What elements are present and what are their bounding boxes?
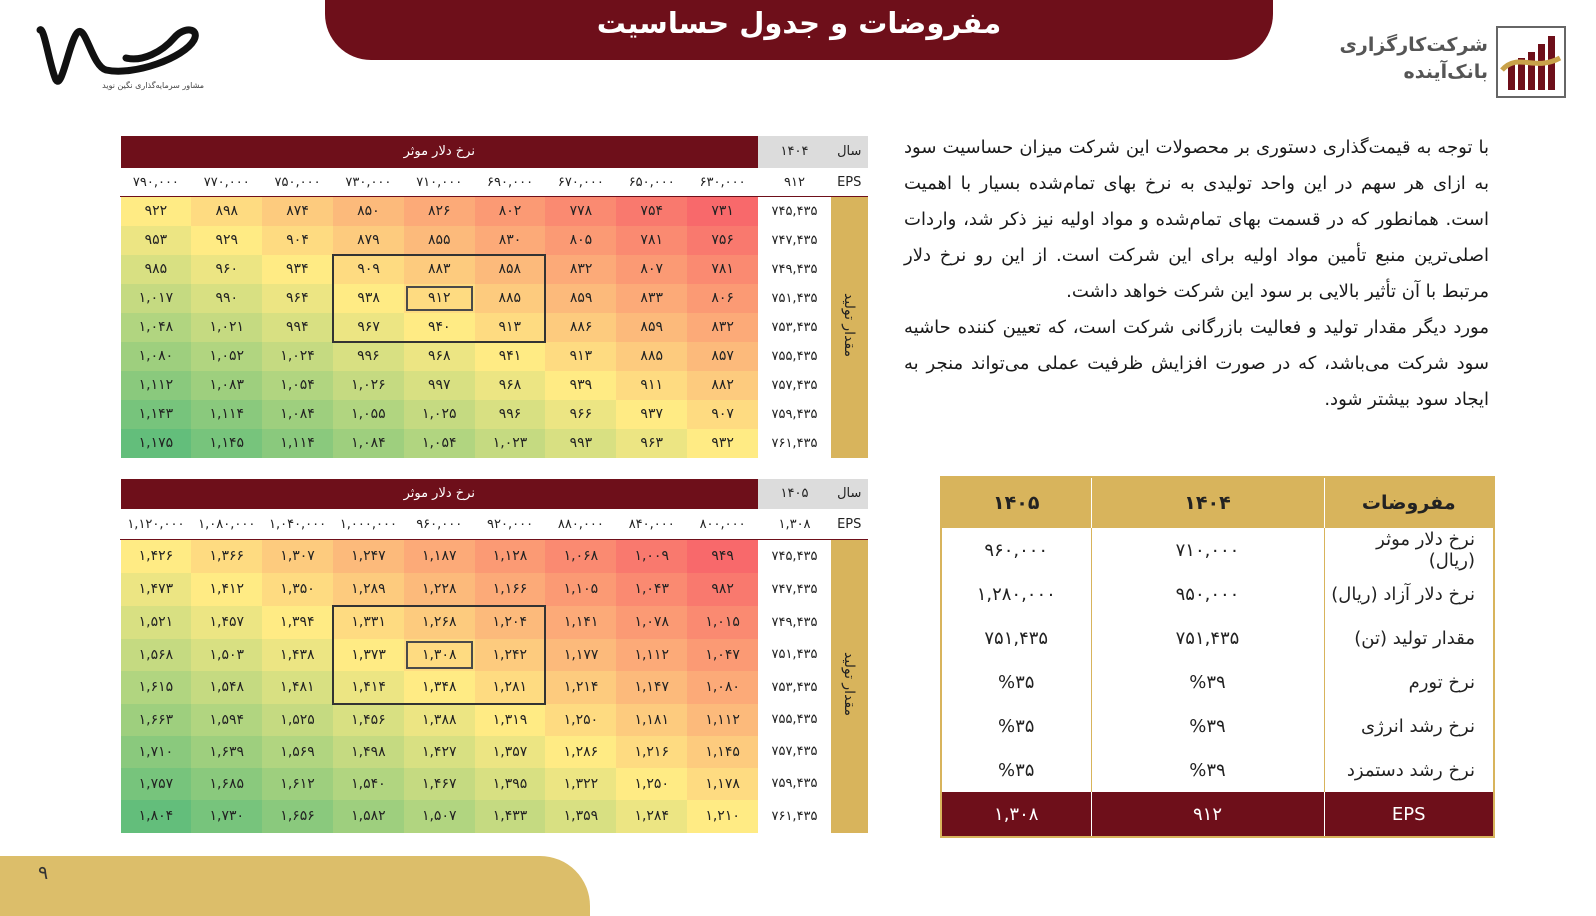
table-row: [121, 342, 868, 371]
sensitivity-cell: ۱,۴۷۳: [121, 573, 192, 606]
sensitivity-cell: ۱,۲۸۴: [616, 800, 687, 833]
rate-header: ۷۹۰,۰۰۰: [121, 168, 192, 197]
sensitivity-cell: ۹۹۴: [262, 313, 333, 342]
sensitivity-cell: ۹۶۰: [191, 255, 262, 284]
sensitivity-cell: ۱,۳۰۸: [404, 639, 475, 671]
sensitivity-cell: ۸۳۳: [616, 284, 687, 313]
table-row: [121, 606, 868, 639]
assumptions-header-y2: ۱۴۰۵: [941, 477, 1091, 528]
broker-logo-box: [1496, 26, 1566, 98]
sensitivity-cell: ۱,۷۵۷: [121, 768, 192, 800]
sensitivity-cell: ۸۸۲: [687, 371, 758, 400]
sensitivity-cell: ۹۵۳: [121, 226, 192, 255]
year-label: سال: [831, 136, 868, 168]
rate-axis-label: نرخ دلار موثر: [121, 136, 759, 168]
sensitivity-cell: ۷۷۸: [545, 197, 616, 226]
sensitivity-cell: ۱,۲۸۹: [333, 573, 404, 606]
sensitivity-cell: ۱,۱۸۱: [616, 704, 687, 736]
description-text: [904, 130, 1489, 418]
sensitivity-cell: ۱,۲۸۶: [545, 736, 616, 768]
header-row-rate-label: [121, 479, 868, 509]
table-row: [121, 371, 868, 400]
table-row: [121, 197, 868, 226]
page-title: مفروضات و جدول حساسیت: [596, 6, 1002, 40]
quantity-value: ۷۵۷,۴۳۵: [758, 371, 831, 400]
sensitivity-cell: ۱,۴۵۶: [333, 704, 404, 736]
sensitivity-cell: ۹۳۹: [545, 371, 616, 400]
sensitivity-cell: ۹۳۴: [262, 255, 333, 284]
sensitivity-cell: ۱,۲۴۷: [333, 540, 404, 573]
sensitivity-cell: ۱,۰۵۴: [404, 429, 475, 458]
quantity-value: ۷۶۱,۴۳۵: [758, 429, 831, 458]
sensitivity-cell: ۱,۱۷۸: [687, 768, 758, 800]
assumption-y1: ۷۵۱,۴۳۵: [1091, 616, 1324, 660]
quantity-value: ۷۵۱,۴۳۵: [758, 284, 831, 313]
assumptions-header-label: مفروضات: [1324, 477, 1494, 528]
sensitivity-cell: ۹۶۶: [545, 400, 616, 429]
sensitivity-cell: ۸۰۷: [616, 255, 687, 284]
sensitivity-cell: ۸۷۹: [333, 226, 404, 255]
assumption-y2: %۳۵: [941, 704, 1091, 748]
assumption-label: نرخ دلار آزاد (ریال): [1324, 572, 1494, 616]
sensitivity-cell: ۹۹۰: [191, 284, 262, 313]
sensitivity-cell: ۹۶۳: [616, 429, 687, 458]
assumption-y2: ۹۶۰,۰۰۰: [941, 528, 1091, 572]
sensitivity-cell: ۱,۱۰۵: [545, 573, 616, 606]
quantity-value: ۷۵۷,۴۳۵: [758, 736, 831, 768]
sensitivity-cell: ۱,۰۸۴: [333, 429, 404, 458]
sensitivity-cell: ۱,۸۰۴: [121, 800, 192, 833]
paragraph-2: مورد دیگر مقدار تولید و فعالیت بازرگانی شرکت است، که تعیین کننده حاشیه سود شرکت می‌باشد، که در صورت افزایش ظرفیت عملی می‌تواند منجر به ایجاد سود بیشتر شود.: [904, 317, 1489, 410]
sensitivity-cell: ۱,۱۴۷: [616, 671, 687, 704]
assumption-y1: %۳۹: [1091, 748, 1324, 792]
table-row: [121, 540, 868, 573]
sensitivity-cell: ۱,۰۸۰: [687, 671, 758, 704]
sensitivity-cell: ۸۵۹: [616, 313, 687, 342]
table-row: [121, 400, 868, 429]
assumption-y2: ۷۵۱,۴۳۵: [941, 616, 1091, 660]
sensitivity-cell: ۱,۱۸۷: [404, 540, 475, 573]
broker-name: [1339, 32, 1488, 86]
sensitivity-cell: ۸۵۰: [333, 197, 404, 226]
quantity-value: ۷۶۱,۴۳۵: [758, 800, 831, 833]
sensitivity-cell: ۱,۰۰۹: [616, 540, 687, 573]
quantity-value: ۷۵۹,۴۳۵: [758, 768, 831, 800]
assumption-label: نرخ دلار موثر (ریال): [1324, 528, 1494, 572]
sensitivity-cell: ۱,۰۸۰: [121, 342, 192, 371]
eps-y2: ۱,۳۰۸: [941, 792, 1091, 837]
sensitivity-cell: ۱,۰۶۸: [545, 540, 616, 573]
base-eps-value: ۹۱۲: [758, 168, 831, 197]
advisor-logo: [34, 18, 204, 96]
sensitivity-cell: ۱,۴۸۱: [262, 671, 333, 704]
sensitivity-cell: ۹۹۳: [545, 429, 616, 458]
sensitivity-cell: ۷۸۱: [616, 226, 687, 255]
assumption-row: [941, 528, 1494, 572]
rate-header: ۶۹۰,۰۰۰: [475, 168, 546, 197]
sensitivity-cell: ۱,۴۲۶: [121, 540, 192, 573]
assumption-label: نرخ تورم: [1324, 660, 1494, 704]
sensitivity-cell: ۱,۲۵۰: [616, 768, 687, 800]
rate-header: ۷۱۰,۰۰۰: [404, 168, 475, 197]
assumption-label: مقدار تولید (تن): [1324, 616, 1494, 660]
rate-header: ۹۶۰,۰۰۰: [404, 509, 475, 540]
assumption-y1: ۹۵۰,۰۰۰: [1091, 572, 1324, 616]
sensitivity-cell: ۱,۱۴۵: [687, 736, 758, 768]
table-row: [121, 429, 868, 458]
sensitivity-cell: ۱,۳۲۲: [545, 768, 616, 800]
broker-name-line1: شرکت‌کارگزاری: [1339, 34, 1488, 56]
sensitivity-cell: ۱,۰۲۳: [475, 429, 546, 458]
rate-header: ۶۵۰,۰۰۰: [616, 168, 687, 197]
quantity-value: ۷۵۳,۴۳۵: [758, 313, 831, 342]
quantity-axis-label: [831, 197, 868, 458]
eps-y1: ۹۱۲: [1091, 792, 1324, 837]
rate-header: ۸۴۰,۰۰۰: [616, 509, 687, 540]
sensitivity-cell: ۱,۲۲۸: [404, 573, 475, 606]
sensitivity-cell: ۱,۲۱۶: [616, 736, 687, 768]
table-row: [121, 639, 868, 671]
title-banner: [325, 0, 1273, 60]
rate-header: ۱,۰۰۰,۰۰۰: [333, 509, 404, 540]
sensitivity-cell: ۱,۴۲۷: [404, 736, 475, 768]
sensitivity-cell: ۱,۵۴۸: [191, 671, 262, 704]
sensitivity-cell: ۸۳۰: [475, 226, 546, 255]
paragraph-1: با توجه به قیمت‌گذاری دستوری بر محصولات این شرکت میزان حساسیت سود به ازای هر سهم در این واحد تولیدی به نرخ بهای تمام‌شده بسیار با اهمیت است. همانطور که در قسمت بهای تمام‌شده و مواد اولیه نیز ذکر شد، واردات اصلی‌ترین منبع تأمین مواد اولیه برای این شرکت است. از این رو نرخ دلار مرتبط با آن تأثیر بالایی بر سود این شرکت خواهد داشت.: [904, 137, 1489, 302]
assumption-y2: %۳۵: [941, 660, 1091, 704]
sensitivity-cell: ۱,۲۸۱: [475, 671, 546, 704]
sensitivity-cell: ۱,۴۵۷: [191, 606, 262, 639]
sensitivity-cell: ۱,۱۶۶: [475, 573, 546, 606]
sensitivity-cell: ۱,۳۰۷: [262, 540, 333, 573]
sensitivity-cell: ۸۲۶: [404, 197, 475, 226]
rate-header: ۶۷۰,۰۰۰: [545, 168, 616, 197]
sensitivity-table-1405: [120, 478, 868, 833]
broker-logo: [1339, 26, 1566, 98]
rate-header: ۱,۰۸۰,۰۰۰: [191, 509, 262, 540]
sensitivity-cell: ۱,۰۸۳: [191, 371, 262, 400]
sensitivity-cell: ۱,۰۷۸: [616, 606, 687, 639]
quantity-value: ۷۵۹,۴۳۵: [758, 400, 831, 429]
quantity-value: ۷۴۵,۴۳۵: [758, 197, 831, 226]
sensitivity-cell: ۱,۵۰۷: [404, 800, 475, 833]
assumption-row: [941, 704, 1494, 748]
page-number: ۹: [38, 862, 49, 884]
sensitivity-cell: ۱,۳۵۷: [475, 736, 546, 768]
sensitivity-cell: ۸۸۵: [616, 342, 687, 371]
sensitivity-cell: ۹۲۲: [121, 197, 192, 226]
rate-header: ۸۸۰,۰۰۰: [545, 509, 616, 540]
sensitivity-cell: ۸۸۵: [475, 284, 546, 313]
sensitivity-cell: ۸۵۷: [687, 342, 758, 371]
sensitivity-cell: ۱,۵۲۵: [262, 704, 333, 736]
sensitivity-cell: ۷۳۱: [687, 197, 758, 226]
sensitivity-cell: ۱,۳۵۹: [545, 800, 616, 833]
quantity-value: ۷۵۱,۴۳۵: [758, 639, 831, 671]
sensitivity-cell: ۹۴۰: [404, 313, 475, 342]
sensitivity-cell: ۷۸۱: [687, 255, 758, 284]
table-row: [121, 800, 868, 833]
sensitivity-cell: ۱,۱۴۵: [191, 429, 262, 458]
sensitivity-cell: ۹۶۸: [404, 342, 475, 371]
sensitivity-cell: ۷۵۴: [616, 197, 687, 226]
sensitivity-cell: ۷۵۶: [687, 226, 758, 255]
assumptions-header-row: [941, 477, 1494, 528]
quantity-value: ۷۵۵,۴۳۵: [758, 704, 831, 736]
sensitivity-cell: ۹۱۲: [404, 284, 475, 313]
sensitivity-cell: ۱,۳۱۹: [475, 704, 546, 736]
sensitivity-cell: ۱,۱۷۷: [545, 639, 616, 671]
sensitivity-cell: ۹۴۱: [475, 342, 546, 371]
assumption-label: نرخ رشد انرژی: [1324, 704, 1494, 748]
sensitivity-cell: ۱,۱۱۲: [687, 704, 758, 736]
quantity-value: ۷۵۵,۴۳۵: [758, 342, 831, 371]
sensitivity-cell: ۱,۰۴۷: [687, 639, 758, 671]
sensitivity-cell: ۱,۷۱۰: [121, 736, 192, 768]
sensitivity-cell: ۹۸۵: [121, 255, 192, 284]
sensitivity-cell: ۸۸۳: [404, 255, 475, 284]
sensitivity-cell: ۱,۰۲۶: [333, 371, 404, 400]
table-row: [121, 226, 868, 255]
sensitivity-cell: ۱,۰۵۴: [262, 371, 333, 400]
sensitivity-cell: ۱,۶۵۶: [262, 800, 333, 833]
assumptions-table: [940, 476, 1495, 838]
sensitivity-cell: ۱,۱۱۴: [191, 400, 262, 429]
sensitivity-cell: ۱,۰۱۷: [121, 284, 192, 313]
sensitivity-cell: ۱,۴۶۷: [404, 768, 475, 800]
table-row: [121, 704, 868, 736]
sensitivity-cell: ۱,۵۲۱: [121, 606, 192, 639]
sensitivity-cell: ۹۰۹: [333, 255, 404, 284]
rate-axis-label: نرخ دلار موثر: [121, 479, 759, 509]
eps-label: EPS: [831, 168, 868, 197]
sensitivity-cell: ۹۰۷: [687, 400, 758, 429]
table-row: [121, 768, 868, 800]
assumption-row: [941, 660, 1494, 704]
sensitivity-cell: ۸۵۸: [475, 255, 546, 284]
sensitivity-cell: ۱,۴۱۲: [191, 573, 262, 606]
sensitivity-cell: ۹۶۸: [475, 371, 546, 400]
sensitivity-cell: ۱,۱۷۵: [121, 429, 192, 458]
sensitivity-cell: ۱,۰۴۸: [121, 313, 192, 342]
sensitivity-table-1404: [120, 135, 868, 458]
sensitivity-cell: ۹۶۴: [262, 284, 333, 313]
header-row-rates: [121, 509, 868, 540]
sensitivity-cell: ۹۳۷: [616, 400, 687, 429]
sensitivity-cell: ۱,۳۳۱: [333, 606, 404, 639]
sensitivity-cell: ۱,۲۶۸: [404, 606, 475, 639]
sensitivity-cell: ۱,۰۸۴: [262, 400, 333, 429]
table-row: [121, 573, 868, 606]
quantity-value: ۷۴۵,۴۳۵: [758, 540, 831, 573]
sensitivity-cell: ۱,۱۲۸: [475, 540, 546, 573]
table-row: [121, 284, 868, 313]
sensitivity-cell: ۱,۰۲۵: [404, 400, 475, 429]
sensitivity-cell: ۸۳۲: [687, 313, 758, 342]
sensitivity-cell: ۱,۴۹۸: [333, 736, 404, 768]
assumption-y1: %۳۹: [1091, 704, 1324, 748]
sensitivity-cell: ۱,۱۴۳: [121, 400, 192, 429]
assumptions-header-y1: ۱۴۰۴: [1091, 477, 1324, 528]
assumption-y2: ۱,۲۸۰,۰۰۰: [941, 572, 1091, 616]
header-row-rates: [121, 168, 868, 197]
assumption-eps-row: [941, 792, 1494, 837]
table-row: [121, 313, 868, 342]
assumption-y1: %۳۹: [1091, 660, 1324, 704]
sensitivity-cell: ۹۰۴: [262, 226, 333, 255]
quantity-value: ۷۴۷,۴۳۵: [758, 226, 831, 255]
sensitivity-cell: ۱,۶۱۵: [121, 671, 192, 704]
assumption-row: [941, 748, 1494, 792]
sensitivity-cell: ۱,۱۴۱: [545, 606, 616, 639]
rate-header: ۸۰۰,۰۰۰: [687, 509, 758, 540]
rate-header: ۶۳۰,۰۰۰: [687, 168, 758, 197]
sensitivity-cell: ۱,۰۱۵: [687, 606, 758, 639]
table-row: [121, 736, 868, 768]
year-value: ۱۴۰۵: [758, 479, 831, 509]
sensitivity-cell: ۸۰۶: [687, 284, 758, 313]
rate-header: ۱,۱۲۰,۰۰۰: [121, 509, 192, 540]
eps-row-label: EPS: [1324, 792, 1494, 837]
year-label: سال: [831, 479, 868, 509]
sensitivity-cell: ۹۱۱: [616, 371, 687, 400]
sensitivity-cell: ۱,۶۸۵: [191, 768, 262, 800]
sensitivity-cell: ۱,۳۵۰: [262, 573, 333, 606]
sensitivity-cell: ۱,۵۰۳: [191, 639, 262, 671]
quantity-value: ۷۵۳,۴۳۵: [758, 671, 831, 704]
sensitivity-cell: ۱,۱۱۲: [121, 371, 192, 400]
eps-label: EPS: [831, 509, 868, 540]
sensitivity-cell: ۱,۷۳۰: [191, 800, 262, 833]
quantity-value: ۷۴۹,۴۳۵: [758, 606, 831, 639]
sensitivity-cell: ۱,۲۴۲: [475, 639, 546, 671]
sensitivity-cell: ۹۹۷: [404, 371, 475, 400]
sensitivity-cell: ۹۹۶: [475, 400, 546, 429]
quantity-axis-label: [831, 540, 868, 833]
sensitivity-cell: ۸۳۲: [545, 255, 616, 284]
assumption-row: [941, 616, 1494, 660]
sensitivity-cell: ۱,۳۶۶: [191, 540, 262, 573]
sensitivity-cell: ۹۱۳: [475, 313, 546, 342]
sensitivity-cell: ۹۳۲: [687, 429, 758, 458]
assumption-y1: ۷۱۰,۰۰۰: [1091, 528, 1324, 572]
signature-logo-icon: [34, 18, 204, 88]
sensitivity-cell: ۱,۳۸۸: [404, 704, 475, 736]
sensitivity-cell: ۹۶۷: [333, 313, 404, 342]
sensitivity-cell: ۱,۱۱۴: [262, 429, 333, 458]
sensitivity-cell: ۹۲۹: [191, 226, 262, 255]
year-value: ۱۴۰۴: [758, 136, 831, 168]
sensitivity-cell: ۱,۴۳۳: [475, 800, 546, 833]
assumption-y2: %۳۵: [941, 748, 1091, 792]
sensitivity-cell: ۱,۵۸۲: [333, 800, 404, 833]
sensitivity-cell: ۱,۳۹۵: [475, 768, 546, 800]
sensitivity-cell: ۱,۵۶۸: [121, 639, 192, 671]
sensitivity-cell: ۸۵۵: [404, 226, 475, 255]
sensitivity-cell: ۱,۰۲۴: [262, 342, 333, 371]
sensitivity-cell: ۸۰۲: [475, 197, 546, 226]
sensitivity-cell: ۱,۲۰۴: [475, 606, 546, 639]
sensitivity-cell: ۸۸۶: [545, 313, 616, 342]
sensitivity-cell: ۸۰۵: [545, 226, 616, 255]
sensitivity-cell: ۱,۵۶۹: [262, 736, 333, 768]
table-row: [121, 671, 868, 704]
sensitivity-cell: ۱,۳۴۸: [404, 671, 475, 704]
quantity-axis-text: مقدار تولید: [841, 652, 858, 716]
sensitivity-cell: ۱,۶۳۹: [191, 736, 262, 768]
advisor-logo-subtitle: مشاور سرمایه‌گذاری نگین نوید: [102, 81, 204, 90]
sensitivity-cell: ۱,۰۲۱: [191, 313, 262, 342]
sensitivity-cell: ۹۴۹: [687, 540, 758, 573]
sensitivity-cell: ۸۹۸: [191, 197, 262, 226]
assumption-label: نرخ رشد دستمزد: [1324, 748, 1494, 792]
rate-header: ۷۳۰,۰۰۰: [333, 168, 404, 197]
sensitivity-cell: ۸۷۴: [262, 197, 333, 226]
broker-name-line2: بانک‌آینده: [1403, 61, 1488, 83]
sensitivity-cell: ۸۵۹: [545, 284, 616, 313]
sensitivity-cell: ۹۳۸: [333, 284, 404, 313]
sensitivity-cell: ۱,۴۳۸: [262, 639, 333, 671]
sensitivity-cell: ۹۹۶: [333, 342, 404, 371]
footer-bar: [0, 856, 590, 916]
sensitivity-cell: ۱,۳۷۳: [333, 639, 404, 671]
sensitivity-cell: ۱,۴۱۴: [333, 671, 404, 704]
rate-header: ۷۵۰,۰۰۰: [262, 168, 333, 197]
sensitivity-cell: ۱,۲۱۴: [545, 671, 616, 704]
quantity-axis-text: مقدار تولید: [841, 293, 858, 357]
sensitivity-cell: ۱,۰۵۲: [191, 342, 262, 371]
sensitivity-cell: ۱,۶۱۲: [262, 768, 333, 800]
rate-header: ۷۷۰,۰۰۰: [191, 168, 262, 197]
bar-chart-logo-icon: [1498, 28, 1564, 96]
sensitivity-cell: ۱,۶۶۳: [121, 704, 192, 736]
table-row: [121, 255, 868, 284]
base-eps-value: ۱,۳۰۸: [758, 509, 831, 540]
sensitivity-cell: ۱,۰۴۳: [616, 573, 687, 606]
sensitivity-cell: ۱,۲۱۰: [687, 800, 758, 833]
sensitivity-cell: ۱,۵۹۴: [191, 704, 262, 736]
sensitivity-cell: ۱,۰۵۵: [333, 400, 404, 429]
sensitivity-cell: ۱,۲۵۰: [545, 704, 616, 736]
sensitivity-cell: ۹۸۲: [687, 573, 758, 606]
header-row-rate-label: [121, 136, 868, 168]
quantity-value: ۷۴۹,۴۳۵: [758, 255, 831, 284]
sensitivity-cell: ۱,۳۹۴: [262, 606, 333, 639]
assumption-row: [941, 572, 1494, 616]
rate-header: ۹۲۰,۰۰۰: [475, 509, 546, 540]
sensitivity-cell: ۱,۵۴۰: [333, 768, 404, 800]
quantity-value: ۷۴۷,۴۳۵: [758, 573, 831, 606]
sensitivity-cell: ۹۱۳: [545, 342, 616, 371]
sensitivity-cell: ۱,۱۱۲: [616, 639, 687, 671]
rate-header: ۱,۰۴۰,۰۰۰: [262, 509, 333, 540]
